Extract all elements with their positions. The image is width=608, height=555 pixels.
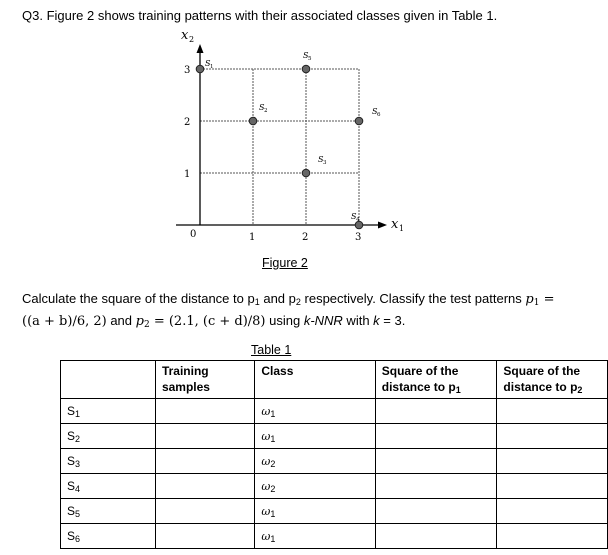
table-row — [61, 524, 608, 549]
distance-p2-cell — [497, 399, 608, 424]
point-label: S — [351, 212, 357, 221]
header-distance-p2: Square of the distance to $p_2$ — [497, 361, 608, 399]
instruction-text: Calculate the square of the distance to $p_1$ and $p_2$ respectively. Classify the test patterns $p_1$ = ((a + b)/6, 2) and $p_2 = (2.1$, (c + d)/8) using k-NNR with k = 3. — [22, 291, 555, 330]
distance-p1-cell — [375, 449, 497, 474]
class-cell: $\omega_1$ — [255, 424, 375, 449]
distance-p2-cell — [497, 524, 608, 549]
point-label-sub: 1 — [210, 64, 214, 70]
empty-cell — [155, 424, 254, 449]
sample-cell: $S_2$ — [61, 424, 156, 449]
data-point — [196, 65, 204, 73]
header-distance-p1: Square of the distance to $p_1$ — [375, 361, 497, 399]
sample-cell: $S_4$ — [61, 474, 156, 499]
y-axis-arrowhead — [197, 44, 204, 53]
sample-cell: $S_6$ — [61, 524, 156, 549]
training-samples-table — [60, 360, 608, 549]
data-point — [302, 65, 310, 73]
y-tick-label: 1 — [184, 169, 191, 180]
distance-p1-cell — [375, 499, 497, 524]
data-point — [355, 117, 363, 125]
distance-p2-cell — [497, 474, 608, 499]
x-tick-label: 1 — [249, 232, 256, 243]
data-point — [249, 117, 257, 125]
x-tick-label: 2 — [302, 232, 309, 243]
distance-p1-cell — [375, 399, 497, 424]
empty-cell — [155, 524, 254, 549]
class-cell: $\omega_1$ — [255, 499, 375, 524]
table-row — [61, 474, 608, 499]
x-axis-label-sub: 1 — [399, 224, 405, 233]
x-axis-label: x — [391, 217, 399, 232]
x-tick-label: 3 — [355, 232, 362, 243]
y-axis-label-sub: 2 — [189, 35, 195, 44]
table-row — [61, 399, 608, 424]
point-label: S — [259, 103, 265, 112]
class-cell: $\omega_2$ — [255, 449, 375, 474]
point-label-sub: 3 — [323, 160, 327, 166]
x-tick-label: 0 — [190, 229, 197, 240]
point-label-sub: 6 — [377, 112, 381, 118]
distance-p1-cell — [375, 474, 497, 499]
point-label: S — [372, 107, 378, 116]
empty-cell — [155, 474, 254, 499]
empty-cell — [155, 449, 254, 474]
class-cell: $\omega_1$ — [255, 524, 375, 549]
distance-p1-cell — [375, 524, 497, 549]
y-axis-label: x — [181, 28, 189, 43]
point-label: S — [303, 51, 309, 60]
table-row — [61, 449, 608, 474]
header-class: Class — [255, 361, 375, 399]
y-tick-label: 2 — [184, 117, 191, 128]
data-point — [302, 169, 310, 177]
class-cell: $\omega_1$ — [255, 399, 375, 424]
table-header-row — [61, 361, 608, 399]
empty-cell — [155, 499, 254, 524]
x-axis-arrowhead — [378, 222, 387, 229]
table-row — [61, 424, 608, 449]
table-caption: Table 1 — [251, 343, 292, 357]
p1-value: ((a + b)/6, 2) — [22, 314, 107, 329]
data-points — [196, 51, 381, 229]
tick-labels — [184, 65, 361, 243]
grid-lines — [200, 69, 359, 225]
empty-cell — [155, 399, 254, 424]
table-row — [61, 499, 608, 524]
distance-p2-cell — [497, 449, 608, 474]
point-label-sub: 5 — [308, 56, 312, 62]
distance-p1-cell — [375, 424, 497, 449]
distance-p2-cell — [497, 499, 608, 524]
class-cell: $\omega_2$ — [255, 474, 375, 499]
figure-caption: Figure 2 — [262, 256, 308, 270]
distance-p2-cell — [497, 424, 608, 449]
p2-value: (2.1, (c + d)/8) — [168, 314, 266, 329]
point-label: S — [205, 59, 211, 68]
question-text: Q3. Figure 2 shows training patterns with their associated classes given in Table 1. — [22, 8, 498, 23]
sample-cell: $S_3$ — [61, 449, 156, 474]
header-cell-empty — [61, 361, 156, 399]
point-label-sub: 4 — [356, 217, 360, 223]
header-training-samples: Training samples — [155, 361, 254, 399]
point-label: S — [318, 155, 324, 164]
sample-cell: $S_1$ — [61, 399, 156, 424]
sample-cell: $S_5$ — [61, 499, 156, 524]
point-label-sub: 2 — [264, 108, 268, 114]
y-tick-label: 3 — [184, 65, 191, 76]
